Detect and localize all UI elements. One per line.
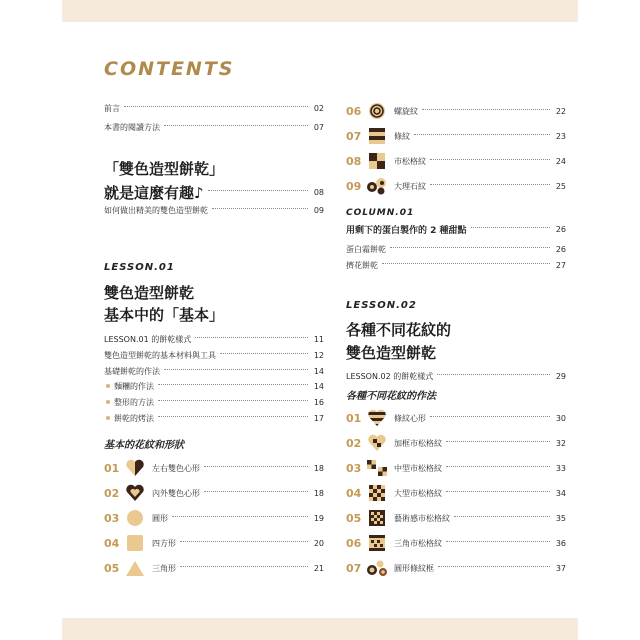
leader-dots [158,400,308,401]
toc-label: 麵糰的作法 [104,381,154,392]
toc-page: 11 [313,335,324,344]
item-number: 02 [104,486,120,500]
toc-page: 08 [313,188,324,197]
item-number: 03 [104,511,120,525]
leader-dots [446,491,550,492]
item-number: 06 [346,536,362,550]
toc-label: 三角市松格紋 [394,538,442,548]
section-heading: 各種不同花紋的作法 [346,391,436,402]
toc-page: 25 [555,181,566,191]
toc-entry[interactable] [346,458,566,478]
toc-entry[interactable] [104,205,324,216]
feature-title-line1 [104,158,224,179]
square-cookie-icon [124,533,146,553]
toc-label: 內外雙色心形 [152,488,200,498]
toc-entry[interactable] [346,151,566,171]
toc-label: 條紋心形 [394,413,426,423]
toc-page: 24 [555,156,566,166]
left-column [104,0,324,640]
item-number: 01 [104,461,120,475]
feature-title-line2: 就是這麼有趣♪ [104,184,204,202]
leader-dots [430,416,550,417]
toc-entry[interactable] [104,413,324,424]
triangle-checker-icon [366,533,388,553]
round-frame-icon [366,558,388,578]
toc-page: 36 [555,538,566,548]
stripe-icon [366,126,388,146]
toc-entry[interactable] [104,508,324,528]
toc-entry[interactable] [104,334,324,345]
toc-page: 35 [555,513,566,523]
leader-dots [180,541,308,542]
toc-label: 條紋 [394,131,410,141]
toc-entry[interactable] [346,223,566,236]
right-column [346,0,566,640]
lesson-title-line1: 雙色造型餅乾 [104,284,195,302]
leader-dots [471,227,550,228]
toc-entry[interactable] [346,176,566,196]
toc-page: 21 [313,563,324,573]
toc-label: 螺旋紋 [394,106,418,116]
item-number: 08 [346,154,362,168]
column-tag: COLUMN.01 [346,208,415,218]
lesson-tag: LESSON.02 [346,300,417,311]
toc-entry[interactable] [346,533,566,553]
toc-page: 22 [555,106,566,116]
leader-dots [422,109,550,110]
toc-page: 30 [555,413,566,423]
toc-label: 三角形 [152,563,176,573]
toc-page: 14 [313,382,324,391]
framed-checker-icon [366,433,388,453]
lesson-title-line1: 各種不同花紋的 [346,321,452,339]
lesson-title-line2: 基本中的「基本」 [104,306,225,324]
lesson-tag: LESSON.01 [104,262,175,273]
page-title: CONTENTS [104,58,235,80]
item-number: 03 [346,461,362,475]
toc-entry[interactable] [104,533,324,553]
leader-dots [204,491,308,492]
art-checker-icon [366,508,388,528]
leader-dots [446,541,550,542]
leader-dots [430,184,550,185]
toc-label: 整形的方法 [104,397,154,408]
toc-page: 33 [555,463,566,473]
toc-label: 左右雙色心形 [152,463,200,473]
toc-page: 32 [555,438,566,448]
item-number: 09 [346,179,362,193]
leader-dots [454,516,550,517]
toc-page: 29 [555,372,566,381]
toc-label: 本書的閱讀方法 [104,123,160,132]
toc-entry[interactable] [346,244,566,255]
spiral-icon [366,101,388,121]
toc-entry[interactable] [104,397,324,408]
leader-dots [172,516,308,517]
leader-dots [212,208,308,209]
toc-page: 27 [555,261,566,270]
lesson-title-line2: 雙色造型餅乾 [346,344,437,362]
leader-dots [390,247,550,248]
toc-entry[interactable] [104,381,324,392]
toc-label: 如何做出精美的雙色造型餅乾 [104,206,208,215]
toc-entry[interactable] [104,483,324,503]
item-number: 07 [346,129,362,143]
toc-label: LESSON.02 的餅乾樣式 [346,372,434,381]
toc-entry[interactable] [104,366,324,377]
toc-label: 擠花餅乾 [346,261,378,270]
marble-icon [366,176,388,196]
section-heading: 基本的花紋和形狀 [104,440,184,451]
toc-page: 16 [313,398,324,407]
toc-entry[interactable] [104,103,324,114]
toc-page: 26 [555,245,566,254]
mid-checker-icon [366,458,388,478]
toc-label: 圓形 [152,513,168,523]
leader-dots [446,441,550,442]
toc-label: 基礎餅乾的作法 [104,367,160,376]
toc-entry[interactable] [104,558,324,578]
leader-dots [446,466,550,467]
toc-page: 17 [313,414,324,423]
toc-entry[interactable] [104,458,324,478]
toc-label: 雙色造型餅乾的基本材料與工具 [104,351,216,360]
toc-entry[interactable] [346,433,566,453]
heart-inner-icon [124,483,146,503]
leader-dots [158,384,308,385]
toc-page: 37 [555,563,566,573]
toc-label: 餅乾的烤法 [104,413,154,424]
toc-page: 12 [313,351,324,360]
toc-page: 09 [313,206,324,215]
toc-entry[interactable] [346,408,566,428]
toc-entry[interactable] [346,483,566,503]
toc-label: 大型市松格紋 [394,488,442,498]
toc-page: 26 [555,225,566,234]
leader-dots [414,134,550,135]
item-number: 04 [104,536,120,550]
leader-dots [158,416,308,417]
toc-entry[interactable] [104,350,324,361]
toc-label: 前言 [104,104,120,113]
leader-dots [180,566,308,567]
item-number: 02 [346,436,362,450]
toc-label: 用剩下的蛋白製作的 2 種甜點 [346,226,467,236]
toc-label: 蛋白霜餅乾 [346,245,386,254]
leader-dots [220,353,308,354]
item-number: 05 [104,561,120,575]
toc-page: 07 [313,123,324,132]
leader-dots [124,106,308,107]
toc-entry[interactable] [104,182,324,203]
leader-dots [438,566,550,567]
item-number: 07 [346,561,362,575]
leader-dots [195,337,308,338]
leader-dots [437,374,550,375]
toc-page: 14 [313,367,324,376]
toc-page: 34 [555,488,566,498]
feature-title-text: 「雙色造型餅乾」 [104,160,225,178]
toc-entry[interactable] [346,260,566,271]
toc-entry[interactable] [346,101,566,121]
toc-entry[interactable] [346,558,566,578]
item-number: 04 [346,486,362,500]
item-number: 05 [346,511,362,525]
toc-page: 02 [313,104,324,113]
toc-page: 20 [313,538,324,548]
toc-label: 中型市松格紋 [394,463,442,473]
leader-dots [382,263,550,264]
heart-split-icon [124,458,146,478]
toc-page: 18 [313,463,324,473]
triangle-cookie-icon [124,558,146,578]
toc-page: 19 [313,513,324,523]
leader-dots [430,159,550,160]
toc-label: 藝術感市松格紋 [394,513,450,523]
toc-label: 四方形 [152,538,176,548]
toc-label: 加框市松格紋 [394,438,442,448]
toc-entry[interactable] [346,508,566,528]
toc-label: 大理石紋 [394,181,426,191]
leader-dots [164,125,308,126]
toc-entry[interactable] [346,126,566,146]
toc-entry[interactable] [346,371,566,382]
round-cookie-icon [124,508,146,528]
toc-label: 市松格紋 [394,156,426,166]
leader-dots [204,466,308,467]
large-checker-icon [366,483,388,503]
item-number: 01 [346,411,362,425]
toc-page: 23 [555,131,566,141]
toc-page: 18 [313,488,324,498]
leader-dots [208,190,308,191]
toc-label: 圓形條紋框 [394,563,434,573]
toc-entry[interactable] [104,122,324,133]
checker-icon [366,151,388,171]
item-number: 06 [346,104,362,118]
heart-stripe-icon [366,408,388,428]
toc-label: LESSON.01 的餅乾樣式 [104,335,192,344]
leader-dots [164,369,308,370]
